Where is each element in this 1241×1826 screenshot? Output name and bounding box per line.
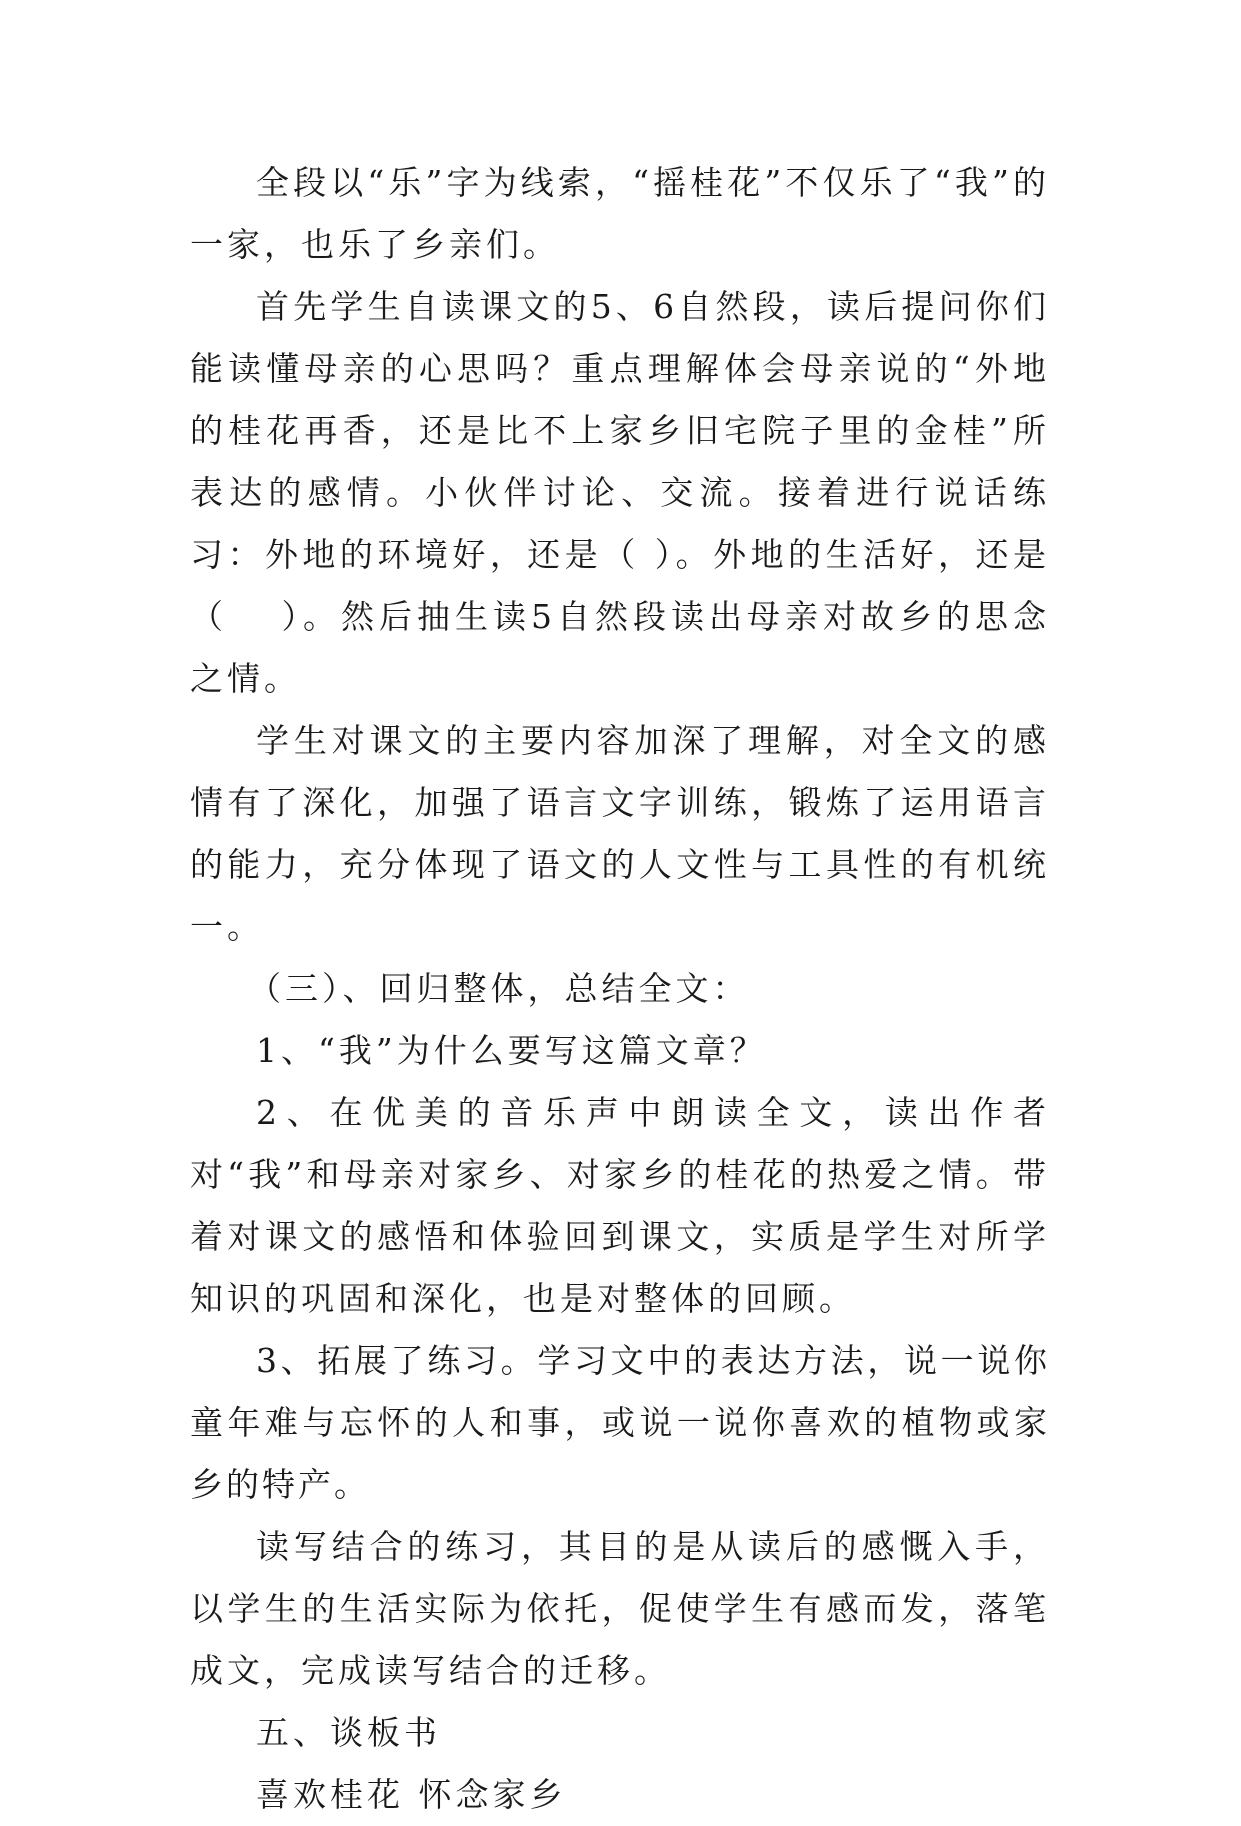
document-page	[190, 152, 1050, 1826]
paragraph-reading-writing: 读写结合的练习，其目的是从读后的感慨入手，以学生的生活实际为依托，促使学生有感而发，落笔成文，完成读写结合的迁移。	[190, 1527, 1050, 1690]
list-item-question-1: 1、“我”为什么要写这篇文章？	[256, 1031, 767, 1070]
paragraph-reading-discussion: 首先学生自读课文的5、6自然段，读后提问你们能读懂母亲的心思吗？重点理解体会母亲说的“外地的桂花再香，还是比不上家乡旧宅院子里的金桂”所表达的感情。小伙伴讨论、交流。接着进行说话练习：外地的环境好，还是（ ）。外地的生活好，还是（ ）。然后抽生读5自然段读出母亲对故乡的思念之情。	[190, 287, 1050, 698]
blackboard-content: 喜欢桂花 怀念家乡	[256, 1775, 567, 1814]
list-item-reading-aloud-2: 2、在优美的音乐声中朗读全文，读出作者对“我”和母亲对家乡、对家乡的桂花的热爱之情。带着对课文的感悟和体验回到课文，实质是学生对所学知识的巩固和深化，也是对整体的回顾。	[190, 1093, 1050, 1318]
paragraph-theme-summary: 全段以“乐”字为线索，“摇桂花”不仅乐了“我”的一家，也乐了乡亲们。	[190, 163, 1050, 264]
section-heading-blackboard: 五、谈板书	[256, 1713, 441, 1752]
section-heading-review: （三）、回归整体，总结全文：	[248, 969, 750, 1008]
paragraph-understanding: 学生对课文的主要内容加深了理解，对全文的感情有了深化，加强了语言文字训练，锻炼了运用语言的能力，充分体现了语文的人文性与工具性的有机统一。	[190, 721, 1050, 946]
list-item-extension-3: 3、拓展了练习。学习文中的表达方法，说一说你童年难与忘怀的人和事，或说一说你喜欢的植物或家乡的特产。	[190, 1341, 1050, 1504]
